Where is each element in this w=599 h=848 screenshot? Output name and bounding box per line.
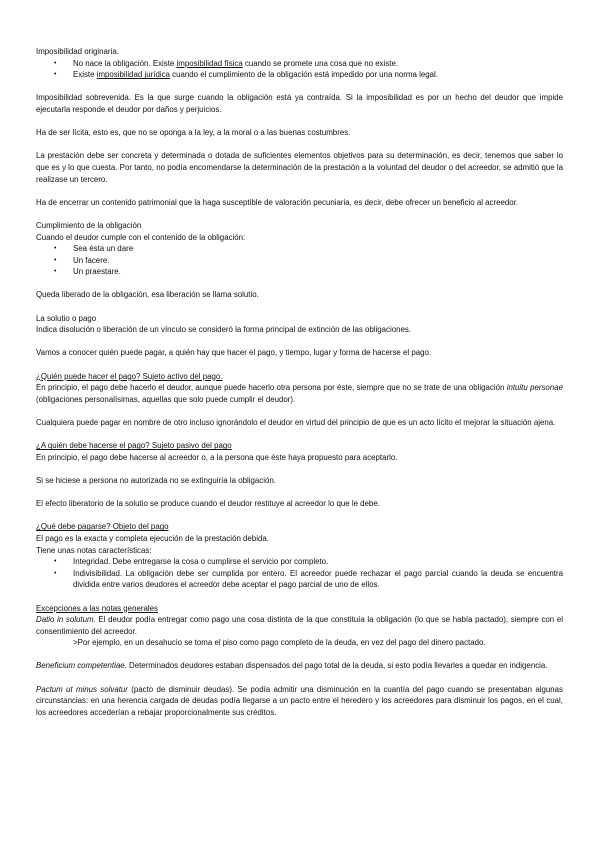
cumplimiento-intro: Cuando el deudor cumple con el contenido de la obligación: [36, 232, 246, 242]
list-item: • Un praestare. [36, 266, 563, 278]
heading-imposibilidad-originaria: Imposibilidad originaria. [36, 47, 119, 56]
list-item: • No nace la obligación. Existe imposibilidad física cuando se promete una cosa que no existe. [36, 58, 563, 70]
objeto-line-1: El pago es la exacta y completa ejecución de la prestación debida. [36, 533, 269, 543]
heading-cumplimiento: Cumplimiento de la obligación [36, 220, 142, 230]
underlined-term: imposibilidad jurídica [96, 70, 170, 80]
heading-solutio: La solutio o pago [36, 313, 97, 323]
paragraph-concreta: La prestación debe ser concreta y determinada o dotada de suficientes elementos objetivos para su determinación, es decir, tenemos que saber lo que es y lo que cuesta. Por tanto, no podía encomendarse la determinación de la prestación a la voluntad del deudor o del acreedor, se admitió que la realizase un tercero. [36, 151, 563, 184]
paragraph-sujeto-pasivo: En principio, el pago debe hacerse al acreedor o, a la persona que éste haya propuesto para aceptarlo. [36, 452, 398, 462]
paragraph-liberado: Queda liberado de la obligación, esa liberación se llama solutio. [36, 290, 259, 300]
underlined-term: imposibilidad física [176, 58, 243, 68]
paragraph-licita: Ha de ser lícita, esto es, que no se oponga a la ley, a la moral o a las buenas costumbres. [36, 128, 351, 138]
paragraph-datio: Datio in solutum. El deudor podía entregar como pago una cosa distinta de la que constituía la obligación (lo que se había pactado), siempre con el consentimiento del acreedor. [36, 615, 563, 636]
imposibilidad-list [36, 58, 563, 81]
paragraph-datio-example: >Por ejemplo, en un desahucio se toma el piso como pago completo de la deuda, en vez del pago del dinero pactado. [73, 638, 486, 648]
paragraph-sobrevenida: Imposibilidad sobrevenida. Es la que surge cuando la obligación está ya contraída. Si la imposibilidad es por un hecho del deudor que impide ejecutarla responde el deudor por daños y perjuicios. [36, 93, 563, 114]
paragraph-patrimonial: Ha de encerrar un contenido patrimonial que la haga susceptible de valoración pecuniaria, es decir, debe ofrecer un beneficio al acreedor. [36, 197, 519, 207]
heading-objeto-pago: ¿Qué debe pagarse? Objeto del pago [36, 522, 169, 532]
list-item: • Sea ésta un dare [36, 243, 563, 255]
list-item: • Integridad. Debe entregarse la cosa o cumplirse el servicio por completo. [36, 556, 563, 568]
paragraph-efecto-liberatorio: El efecto liberatorio de la solutio se produce cuando el deudor restituye al acreedor lo que le debe. [36, 499, 380, 509]
list-item: • Indivisibilidad. La obligación debe ser cumplida por entero. El acreedor puede rechazar el pago parcial cuando la deuda se encuentra dividida entre varios deudores el acreedor debe aceptar el pago parcial de uno de ellos. [36, 568, 563, 591]
cumplimiento-list [36, 243, 563, 278]
paragraph-beneficium: Beneficium competentiae. Determinados deudores estaban dispensados del pago total de la deuda, si esto podía llevarles a quedar en indigencia. [36, 661, 548, 671]
list-item: • Existe imposibilidad jurídica cuando el cumplimiento de la obligación está impedido por una norma legal. [36, 69, 563, 81]
objeto-line-2: Tiene unas notas características: [36, 545, 152, 555]
list-item: • Un facere. [36, 255, 563, 267]
heading-sujeto-activo: ¿Quién puede hacer el pago? Sujeto activo del pago. [36, 371, 223, 381]
heading-sujeto-pasivo: ¿A quién debe hacerse el pago? Sujeto pasivo del pago [36, 441, 232, 451]
paragraph-pactum: Pactum ut minus solvatur (pacto de disminuir deudas). Se podía admitir una disminución en la cuantía del pago cuando se presentaban algunas circunstancias: en una herencia cargada de deudas podía llegarse a un pacto entre el heredero y los acreedores para disminuir los pagos, en el cual, los acreedores accederían a rebajar proporcionalmente sus créditos. [36, 684, 563, 717]
heading-excepciones: Excepciones a las notas generales [36, 603, 158, 613]
paragraph-cualquiera: Cualquiera puede pagar en nombre de otro incluso ignorándolo el deudor en virtud del principio de que es un acto lícito el mejorar la situación ajena. [36, 418, 556, 427]
notas-list [36, 556, 563, 591]
paragraph-vamos: Vamos a conocer quién puede pagar, a quién hay que hacer el pago, y tiempo, lugar y forma de hacerse el pago. [36, 348, 432, 358]
paragraph-no-autorizada: Si se hiciese a persona no autorizada no se extinguiría la obligación. [36, 475, 276, 485]
paragraph-solutio: Indica disolución o liberación de un vínculo se consideró la forma principal de extinción de las obligaciones. [36, 325, 412, 335]
paragraph-sujeto-activo: En principio, el pago debe hacerlo el deudor, aunque puede hacerlo otra persona por éste, siempre que no se trate de una obligación intuitu personae (obligaciones personalísimas, aquellas que solo puede cumplir el deudor). [36, 383, 563, 404]
